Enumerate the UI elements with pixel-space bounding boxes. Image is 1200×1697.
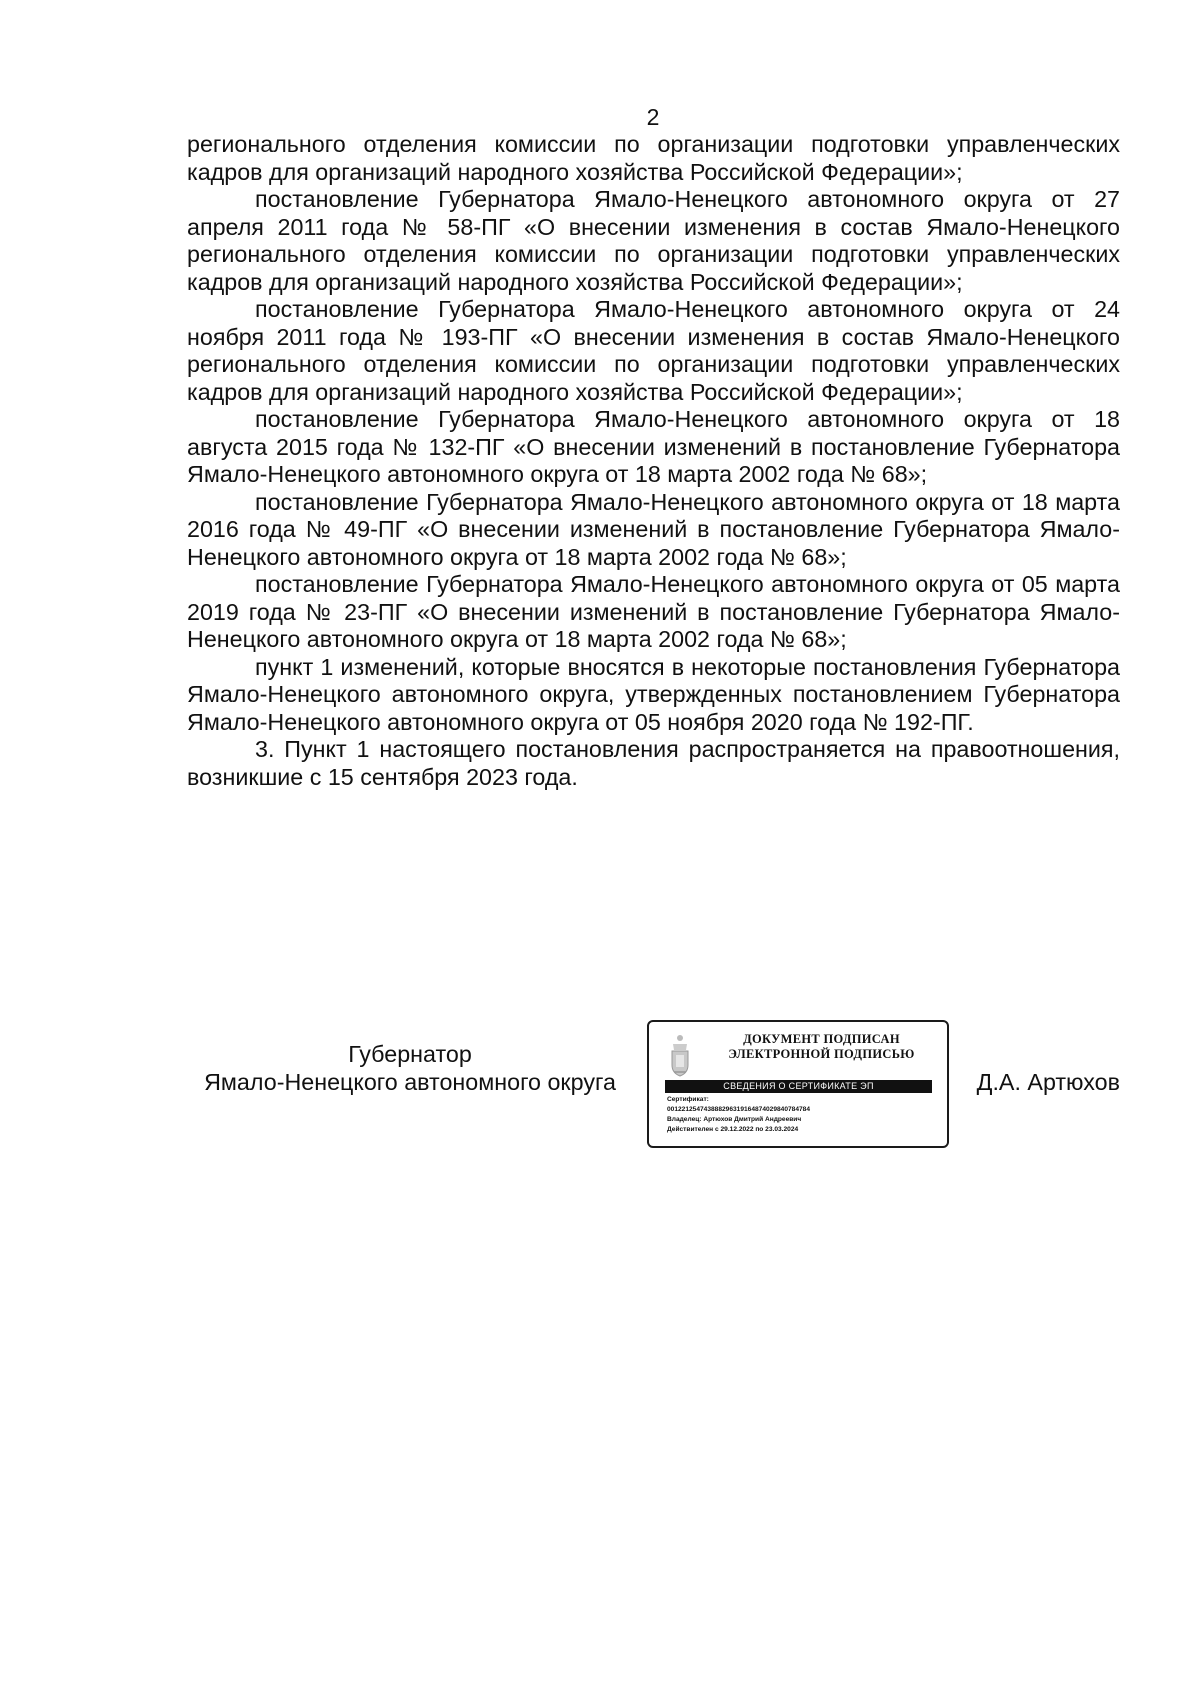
paragraph: постановление Губернатора Ямало-Ненецкого автономного округа от 05 марта 2019 года № 23-ПГ «О внесении изменений в постановление Губернатора Ямало-Ненецкого автономного округа от 18 марта 2002 года № 68»;	[187, 571, 1120, 652]
stamp-certificate-number: 001221254743888296319164874029840784784	[667, 1106, 811, 1113]
paragraph: постановление Губернатора Ямало-Ненецкого автономного округа от 24 ноября 2011 года № 193-ПГ «О внесении изменения в состав Ямало-Ненецкого регионального отделения комиссии по организации подготовки управленческих кадров для организаций народного хозяйства Российской Федерации»;	[187, 296, 1120, 405]
paragraph: регионального отделения комиссии по организации подготовки управленческих кадров для организаций народного хозяйства Российской Федерации»;	[187, 131, 1120, 185]
stamp-heading	[709, 1032, 934, 1062]
signatory-position: Губернатор	[348, 1041, 472, 1067]
signatory-organization: Ямало-Ненецкого автономного округа	[204, 1069, 616, 1095]
paragraph: постановление Губернатора Ямало-Ненецкого автономного округа от 18 марта 2016 года № 49-ПГ «О внесении изменений в постановление Губернатора Ямало-Ненецкого автономного округа от 18 марта 2002 года № 68»;	[187, 488, 1120, 570]
stamp-heading-line2: ЭЛЕКТРОННОЙ ПОДПИСЬЮ	[728, 1047, 915, 1061]
electronic-signature-stamp	[647, 1020, 949, 1148]
stamp-validity: Действителен с 29.12.2022 по 23.03.2024	[667, 1126, 799, 1133]
stamp-certificate-label: Сертификат:	[667, 1096, 709, 1103]
stamp-owner: Владелец: Артюхов Дмитрий Андреевич	[667, 1116, 802, 1123]
paragraph: пункт 1 изменений, которые вносятся в некоторые постановления Губернатора Ямало-Ненецкого автономного округа, утвержденных постановлением Губернатора Ямало-Ненецкого автономного округа от 05 ноября 2020 года № 192-ПГ.	[187, 653, 1120, 735]
paragraph: 3. Пункт 1 настоящего постановления распространяется на правоотношения, возникшие с 15 сентября 2023 года.	[187, 736, 1120, 790]
stamp-certificate-bar: СВЕДЕНИЯ О СЕРТИФИКАТЕ ЭП	[665, 1080, 932, 1093]
page-number: 2	[646, 104, 660, 130]
coat-of-arms-icon	[665, 1032, 695, 1078]
stamp-heading-line1: ДОКУМЕНТ ПОДПИСАН	[743, 1032, 900, 1046]
paragraph: постановление Губернатора Ямало-Ненецкого автономного округа от 18 августа 2015 года № 132-ПГ «О внесении изменений в постановление Губернатора Ямало-Ненецкого автономного округа от 18 марта 2002 года № 68»;	[187, 406, 1120, 487]
signer-name: Д.А. Артюхов	[976, 1069, 1120, 1095]
paragraph: постановление Губернатора Ямало-Ненецкого автономного округа от 27 апреля 2011 года № 58-ПГ «О внесении изменения в состав Ямало-Ненецкого регионального отделения комиссии по организации подготовки управленческих кадров для организаций народного хозяйства Российской Федерации»;	[187, 186, 1120, 295]
